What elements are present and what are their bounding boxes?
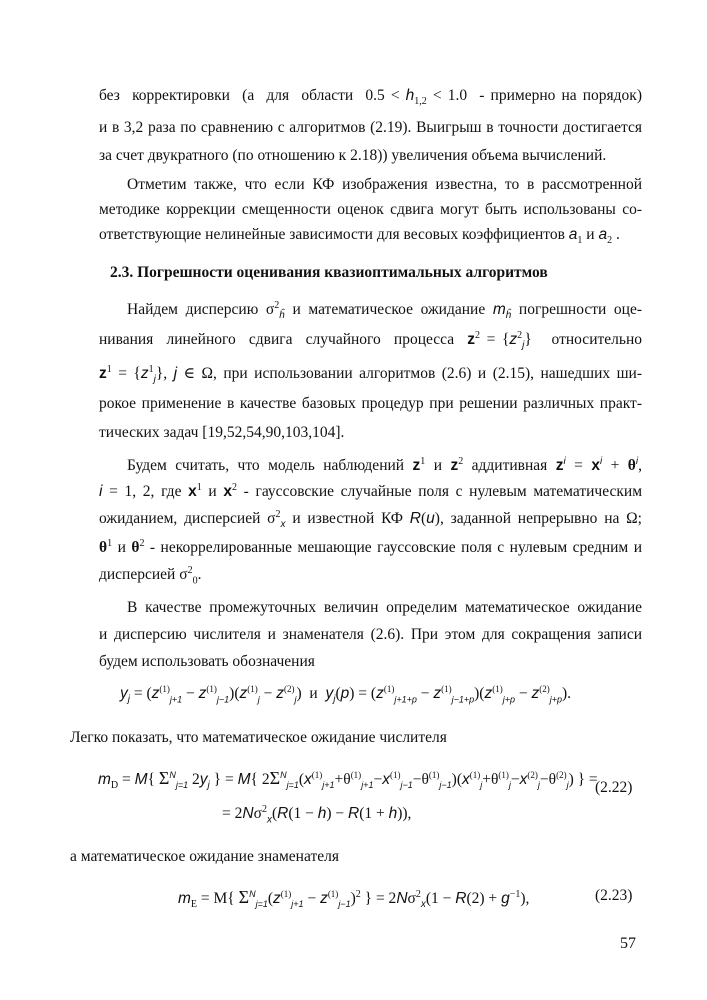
text-line: $z^1 = \{z^1_j\}$, j ∈ Ω, при использовании алгоритмов (2.6) и (2.15), нашедших ши- [99, 364, 642, 386]
equation-number: (2.23) [595, 887, 633, 904]
section-heading: 2.3. Погрешности оценивания квазиоптимальных алгоритмов [110, 264, 548, 281]
text-line: Будем считать, что модель наблюдений $z^1$ и $z^2$ аддитивная $z^i = x^i + \theta^i$, [127, 456, 642, 475]
equation-2-22-line1: $m_D = M${ $\Sigma^N_{j=1}$ $2y_j$ } = M{ $2\Sigma^N_{j=1}(x^{(1)}_{j+1}+\theta^{(1)}_{j+1}-x^{(1)}_{j-1}-\theta^{(1)}_{j-1})(x^{(1)}_j+\theta^{(1)}_j-x^{(2)}_j-\theta^{(2)}_j)$ } = [98, 768, 598, 792]
equation-2-22-line2: = $2N\sigma^2_x(R(1 - h) - R(1 + h))$, [222, 804, 412, 826]
text-line: ответствующие нелинейные зависимости для весовых коэффициентов $a_1$ и $a_2$ . [99, 226, 620, 247]
text-line: без корректировки (а для области $0.5 < h_{1,2} < 1.0$ - примерно на порядок) [99, 87, 642, 108]
equation-y: $y_j = (z^{(1)}_{j+1} - z^{(1)}_{j-1})(z^{(1)}_j - z^{(2)}_j)$ и $y_j(p) = (z^{(1)}_{j+1+p} - z^{(1)}_{j-1+p})(z^{(1)}_{j+p} - z^{(2)}_{j+p})$. [120, 684, 572, 706]
text-line: В качестве промежуточных величин определим математическое ожидание [127, 599, 642, 616]
text-line: будем использовать обозначения [99, 653, 315, 670]
text-line: i = 1, 2, где $x^1$ и $x^2$ - гауссовские случайные поля с нулевым математическим [99, 482, 643, 501]
text-line: методике коррекции смещенности оценок сдвига могут быть использованы со- [99, 201, 642, 218]
equation-2-23: $m_E = M${ $\Sigma^N_{j=1}(z^{(1)}_{j+1} - z^{(1)}_{j-1})^2$ } = $2N\sigma^2_x(1 - R(2) + g^{-1})$, [178, 887, 530, 911]
text-line: за счет двукратного (по отношению к 2.18)) увеличения объема вычислений. [99, 147, 607, 164]
text-line: и в 3,2 раза по сравнению с алгоритмов (2.19). Выигрыш в точности достигается [99, 119, 642, 136]
equation-number: (2.22) [595, 779, 633, 796]
text-line: Легко показать, что математическое ожидание числителя [70, 729, 447, 746]
text-line: Найдем дисперсию $\sigma^2_ĥ$ и математическое ожидание $m_ĥ$ погрешности оце- [127, 300, 642, 322]
text-line: Отметим также, что если КФ изображения известна, то в рассмотренной [127, 176, 642, 193]
text-line: ожиданием, дисперсией $\sigma^2_x$ и известной КФ R(u), заданной непрерывно на Ω; [99, 509, 642, 531]
text-line: а математическое ожидание знаменателя [70, 848, 339, 865]
text-line: нивания линейного сдвига случайного процесса $z^2 = \{z^2_j\}$ относительно [99, 330, 642, 352]
text-line: и дисперсию числителя и знаменателя (2.6). При этом для сокращения записи [99, 626, 642, 643]
text-line: рокое применение в качестве базовых процедур при решении различных практ- [99, 395, 642, 412]
text-line: тических задач [19,52,54,90,103,104]. [99, 424, 345, 441]
text-line: дисперсией $\sigma^2_0$. [99, 565, 202, 587]
text-line: $\theta^1$ и $\theta^2$ - некоррелированные мешающие гауссовские поля с нулевым средним и [99, 538, 643, 557]
page-number: 57 [620, 935, 636, 952]
